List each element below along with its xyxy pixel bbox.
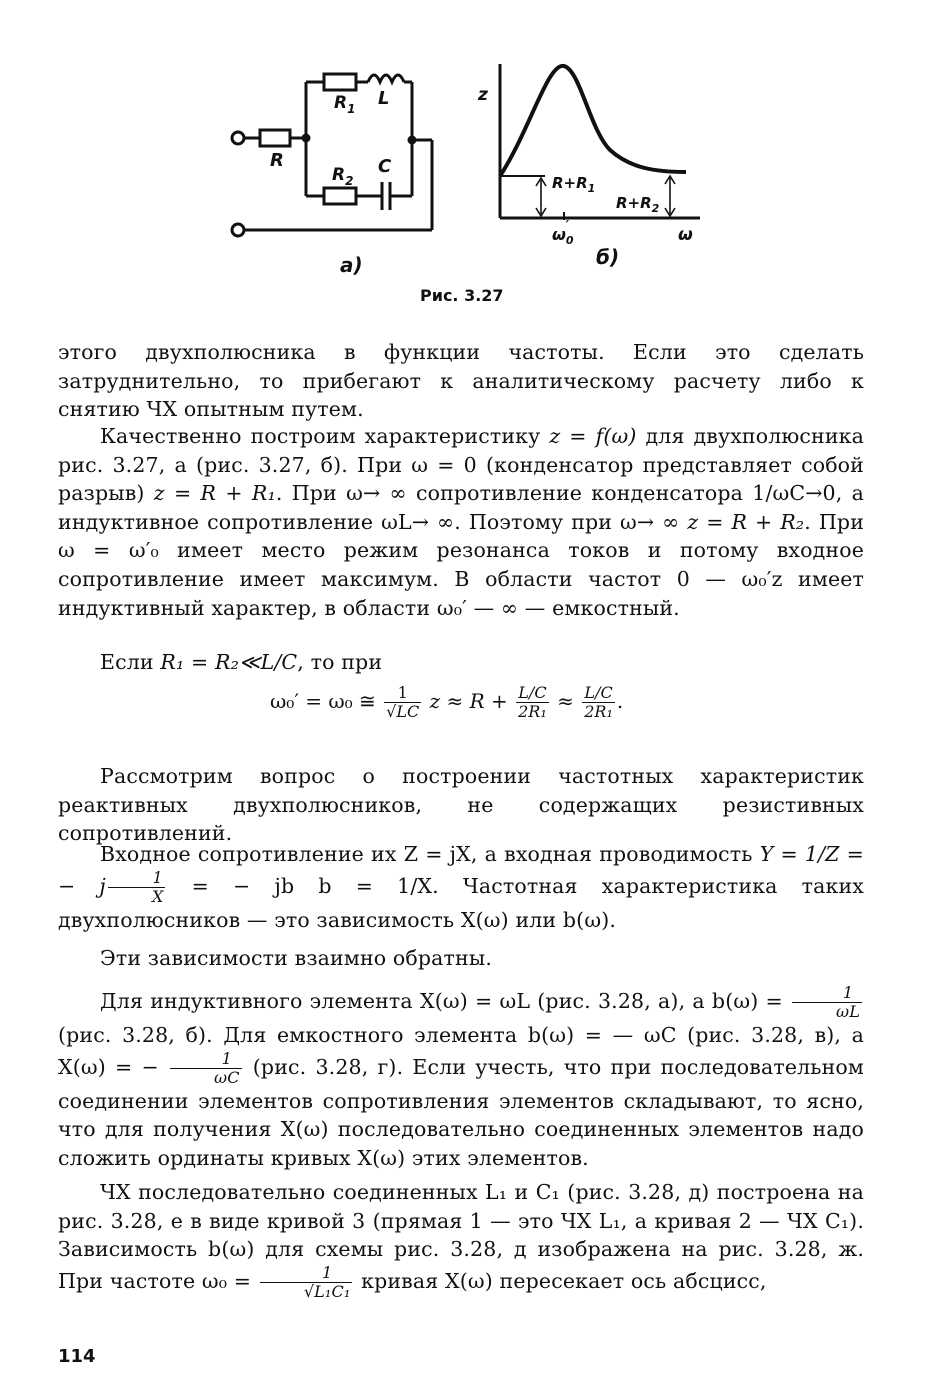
fraction-LC-2R1-a: $\frac{L/C}{\text{2R₁}}$ [518, 683, 547, 721]
impedance-curve [500, 66, 686, 176]
label-omega: ω [678, 225, 693, 245]
input-terminal-bottom [232, 224, 244, 236]
figure-caption: Рис. 3.27 [420, 286, 504, 305]
fraction-1-sqrtLC: $\frac{1}{√LC}$ [386, 683, 420, 721]
impedance-graph [500, 64, 700, 220]
label-L: L [378, 88, 390, 109]
paragraph-8: ЧХ последовательно соединенных L₁ и C₁ (рис. 3.28, д) построена на рис. 3.28, е в виде кривой 3 (прямая 1 — это ЧХ L₁, а кривая 2 — ЧХ C₁). Зависимость b(ω) для схемы рис. 3.28, д изображена на рис. 3.28, ж. При частоте ω₀ = $\frac{1}{\text{√L₁C₁}}$ кривая X(ω) пересекает ось абсцисс, [58, 1180, 864, 1301]
label-z: z [478, 85, 488, 105]
label-panel-a: а) [340, 253, 363, 277]
input-terminal-top [232, 132, 244, 144]
paragraph-1: этого двухполюсника в функции частоты. Если это сделать затруднительно, то прибегают к аналитическому расчету либо к снятию ЧХ опытным путем. [58, 340, 864, 422]
paragraph-6: Эти зависимости взаимно обратны. [100, 946, 492, 970]
paragraph-7: Для индуктивного элемента X(ω) = ωL (рис. 3.28, а), а b(ω) = $\frac{1}{\omega L}$ (рис. 3.28, б). Для емкостного элемента b(ω) = — ωC (рис. 3.28, в), а X(ω) = − $\frac{1}{\omega C}$ (рис. 3.28, г). Если учесть, что при последовательном соединении элементов сопротивления элементов складывают, то ясно, что для получения X(ω) последовательно соединенных элементов надо сложить ординаты кривых X(ω) этих элементов. [58, 983, 864, 1170]
circuit-diagram [232, 74, 432, 236]
figure-svg [0, 0, 950, 320]
formula-resonance: ω₀′ = ω₀ ≅ $\frac{1}{√LC}$ z ≈ R + $\frac{L/C}{\text{2R₁}}$ ≈ $\frac{L/C}{\text{2R₁}}$ . [270, 683, 624, 721]
label-panel-b: б) [596, 245, 620, 269]
resistor-R2 [324, 188, 356, 204]
resistor-R1 [324, 74, 356, 90]
fraction-1-X: $\frac{1}{X}$ [108, 869, 166, 906]
paragraph-3: Если R₁ = R₂≪L/C, то при [100, 650, 383, 674]
fraction-1-sqrtL1C1: $\frac{1}{\text{√L₁C₁}}$ [260, 1264, 353, 1301]
label-R1: $R_1$ [334, 93, 356, 116]
paragraph-4: Рассмотрим вопрос о построении частотных характеристик реактивных двухполюсников, не содержащих резистивных сопротивлений. [58, 764, 864, 846]
label-R2: $R_2$ [332, 165, 354, 188]
figure-3-27 [0, 0, 950, 320]
label-R-R2: $R+R_2$ [616, 194, 660, 215]
label-C: C [378, 156, 392, 177]
label-R: R [270, 150, 284, 171]
resistor-R [260, 130, 290, 146]
inductor-L [368, 75, 404, 82]
fraction-1-omegaC: $\frac{1}{\omega C}$ [170, 1050, 242, 1087]
label-omega0: $\omega_0'$ [552, 219, 574, 247]
fraction-LC-2R1-b: $\frac{L/C}{\text{2R₁}}$ [584, 683, 613, 721]
label-R-R1: $R+R_1$ [552, 174, 596, 195]
fraction-1-omegaL: $\frac{1}{\omega L}$ [792, 984, 862, 1021]
paragraph-5: Входное сопротивление их Z = jX, а входная проводимость Y = 1/Z = − j $\frac{1}{X}$ = − jb b = 1/X. Частотная характеристика таких двухполюсников — это зависимость X(ω) или b(ω). [58, 842, 865, 932]
paragraph-2: Качественно построим характеристику z = f(ω) для двухполюсника рис. 3.27, а (рис. 3.27, б). При ω = 0 (конденсатор представляет собой разрыв) z = R + R₁. При ω→ ∞ сопротивление конденсатора 1/ωC→0, а индуктивное сопротивление ωL→ ∞. Поэтому при ω→ ∞ z = R + R₂. При ω = ω′₀ имеет место режим резонанса токов и потому входное сопротивление имеет максимум. В области частот 0 — ω₀′z имеет индуктивный характер, в области ω₀′ — ∞ — емкостный. [58, 424, 865, 620]
page-number: 114 [58, 1346, 96, 1367]
